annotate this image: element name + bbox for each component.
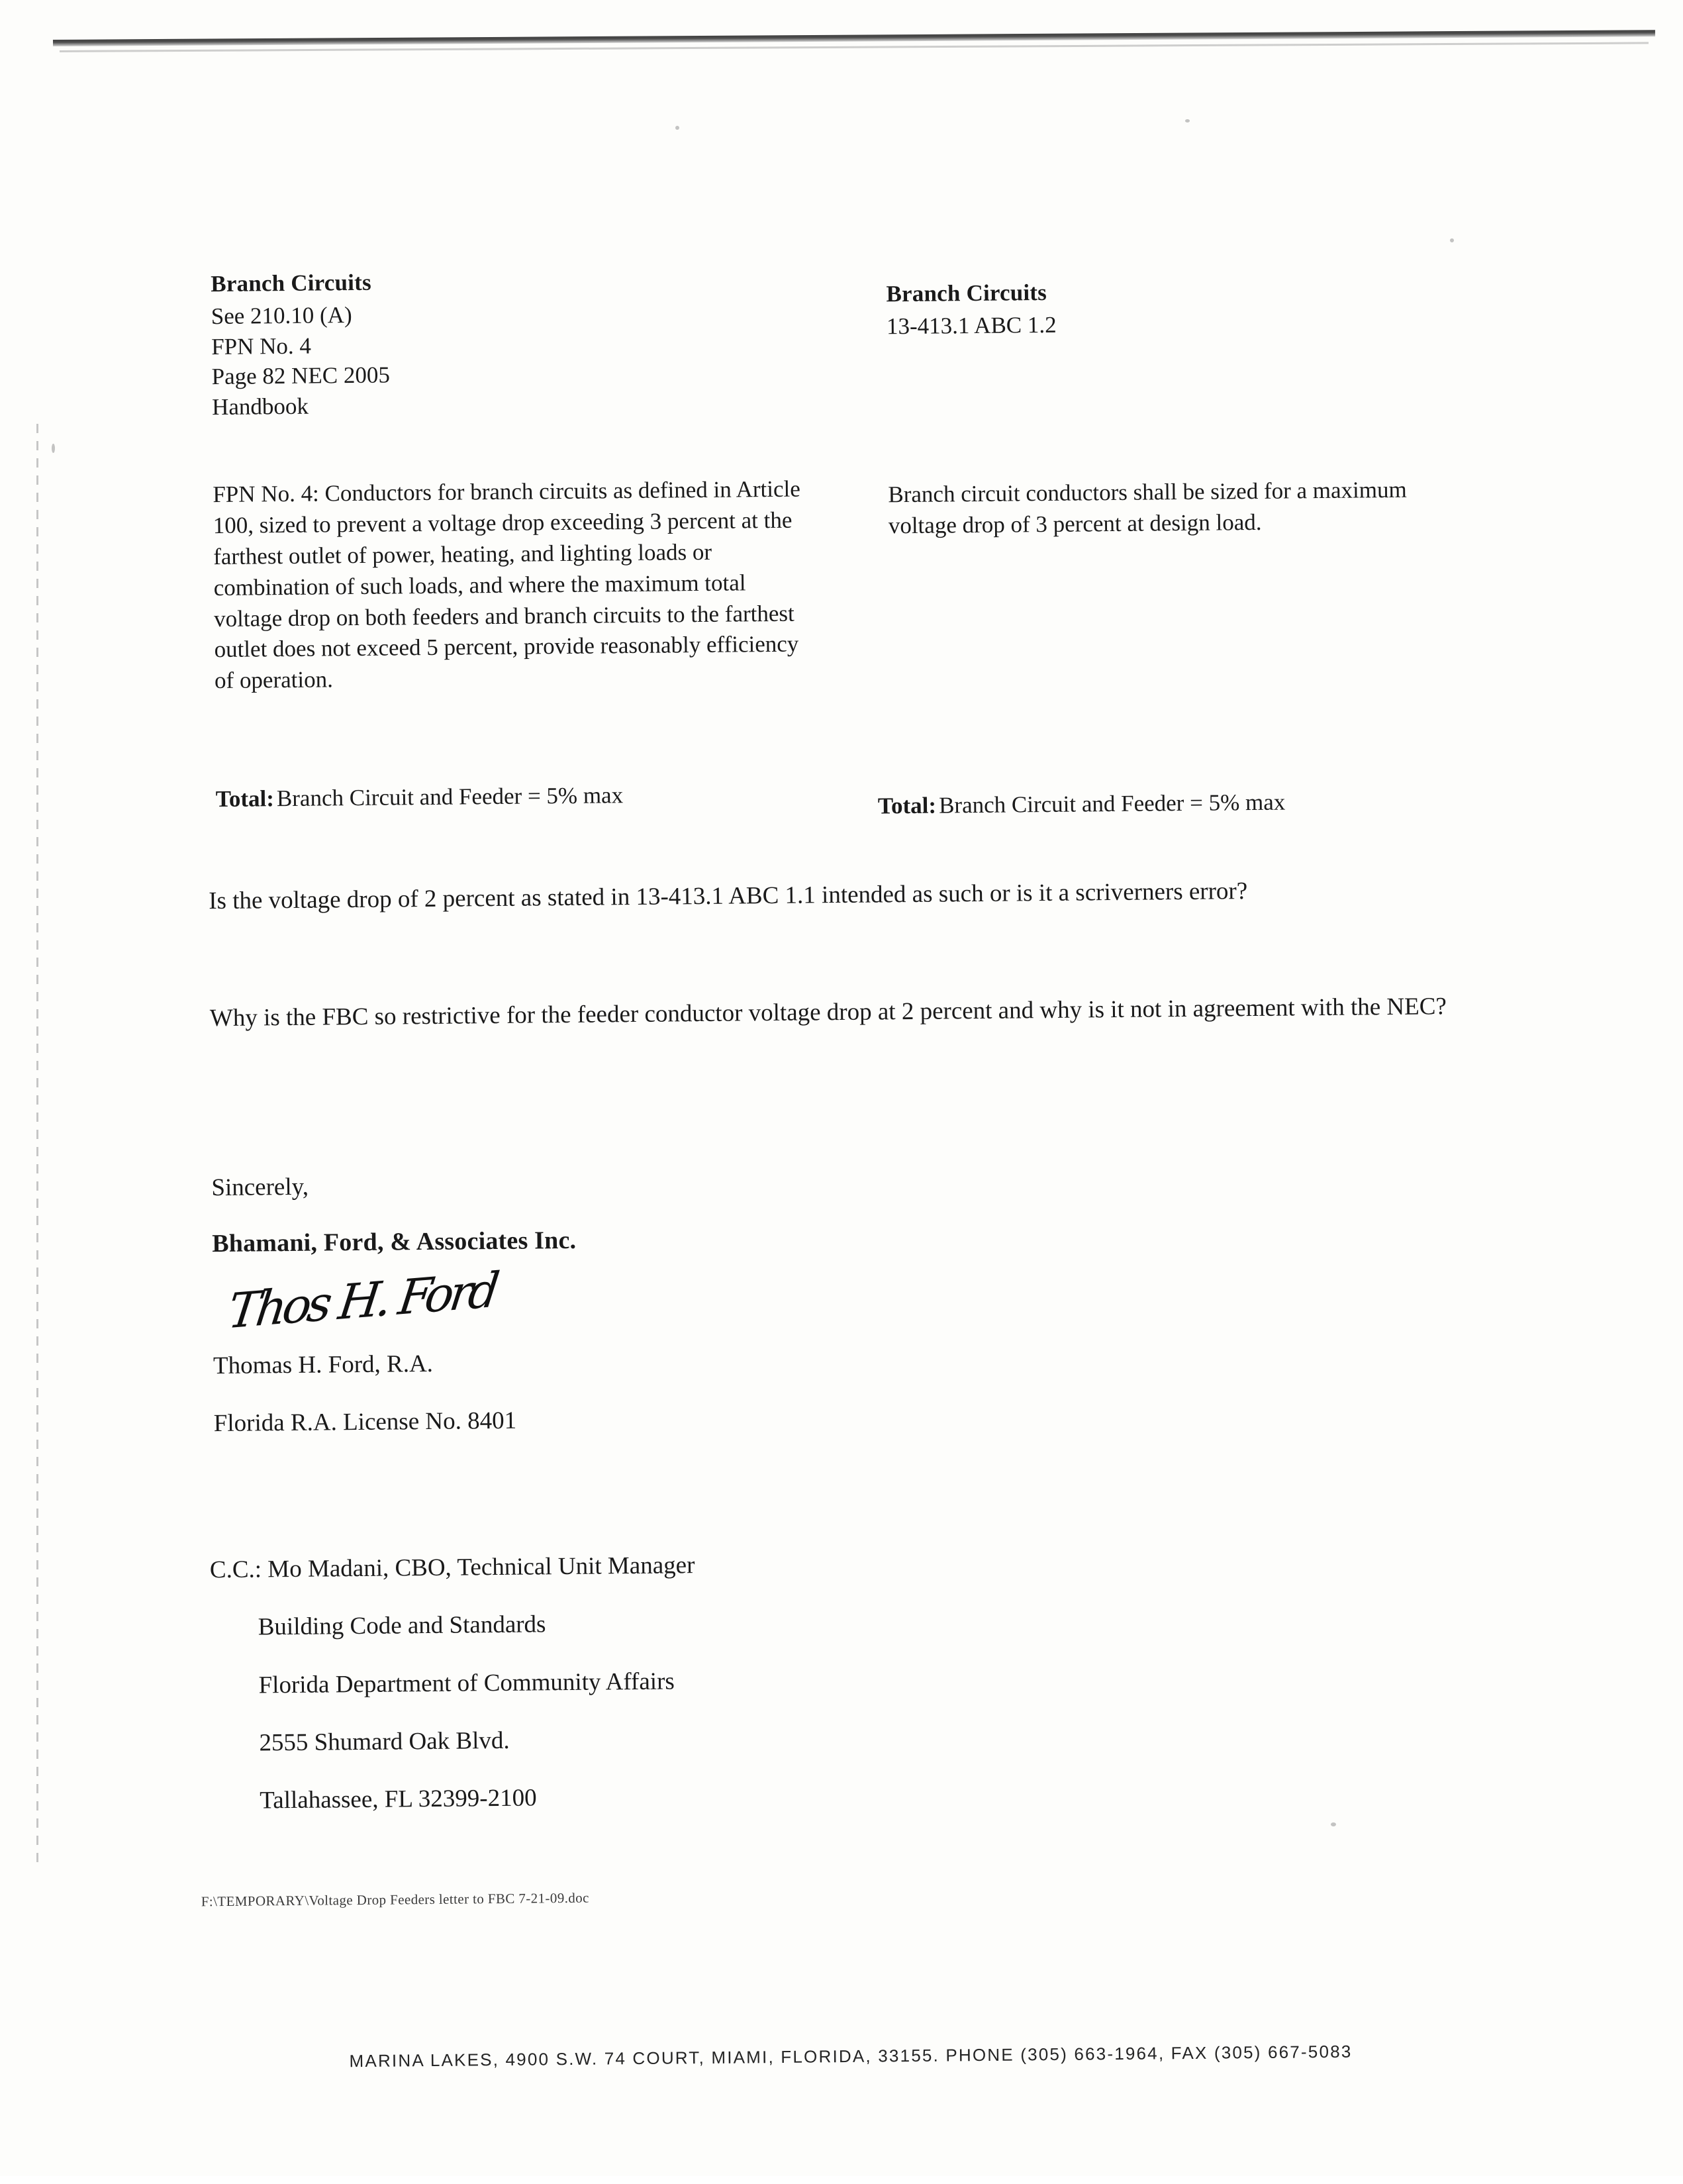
signer-license: Florida R.A. License No. 8401 (213, 1407, 517, 1437)
left-column-heading: Branch Circuits (211, 269, 371, 297)
closing-company: Bhamani, Ford, & Associates Inc. (212, 1226, 577, 1258)
right-column-total (878, 785, 1474, 821)
handwritten-signature: Thos H. Ford (224, 1262, 499, 1340)
left-column-total (216, 778, 838, 815)
left-reference-line-4: Handbook (211, 393, 309, 420)
left-reference-line-2: FPN No. 4 (211, 332, 312, 360)
left-column-reference-block (211, 265, 828, 422)
question-2-text: Why is the FBC so restrictive for the feeder conductor voltage drop at 2 percent and why is it not in agreement with the NEC? (209, 993, 1447, 1032)
cc-label: C.C.: Mo Madani, CBO, Technical Unit Manager (209, 1552, 695, 1584)
left-column-body (213, 473, 814, 697)
cc-line-1: Building Code and Standards (258, 1611, 546, 1641)
right-reference-line: 13-413.1 ABC 1.2 (886, 311, 1057, 340)
document-file-path: F:\TEMPORARY\Voltage Drop Feeders letter to FBC 7-21-09.doc (201, 1889, 589, 1910)
right-total-value: Branch Circuit and Feeder = 5% max (938, 789, 1286, 819)
question-1 (209, 848, 1480, 942)
left-total-value: Branch Circuit and Feeder = 5% max (276, 782, 624, 812)
cc-line-2: Florida Department of Community Affairs (258, 1667, 675, 1699)
left-reference-line-3: Page 82 NEC 2005 (211, 362, 391, 390)
closing-block (211, 1140, 1009, 1465)
right-column-body-text: Branch circuit conductors shall be sized for a maximum voltage drop of 3 percent at design load. (888, 476, 1407, 539)
closing-salutation: Sincerely, (211, 1173, 309, 1202)
right-column-heading: Branch Circuits (886, 279, 1047, 307)
left-total-label: Total: (215, 785, 275, 813)
right-column-reference-block (886, 275, 1436, 341)
left-reference-line-1: See 210.10 (A) (211, 302, 352, 330)
left-column-body-text: FPN No. 4: Conductors for branch circuits as defined in Article 100, sized to prevent a voltage drop exceeding 3 percent at the farthest outlet of power, heating, and lighting loads or combination of such loads, and where the maximum total voltage drop on both feeders and branch circuits to the farthest outlet does not exceed 5 percent, provide reasonably efficiency of operation. (213, 475, 800, 694)
cc-block (209, 1520, 1139, 1843)
right-total-label: Total: (877, 792, 937, 819)
page-footer: MARINA LAKES, 4900 S.W. 74 COURT, MIAMI, FLORIDA, 33155. PHONE (305) 663-1964, FAX (305) 667-5083 (349, 2041, 1353, 2071)
right-column-body (888, 474, 1438, 542)
question-1-text: Is the voltage drop of 2 percent as stated in 13-413.1 ABC 1.1 intended as such or is it a scriverners error? (209, 877, 1248, 915)
question-2 (209, 965, 1508, 1059)
cc-line-3: 2555 Shumard Oak Blvd. (259, 1726, 510, 1757)
signer-name: Thomas H. Ford, R.A. (213, 1350, 434, 1380)
cc-line-4: Tallahassee, FL 32399-2100 (260, 1784, 537, 1814)
